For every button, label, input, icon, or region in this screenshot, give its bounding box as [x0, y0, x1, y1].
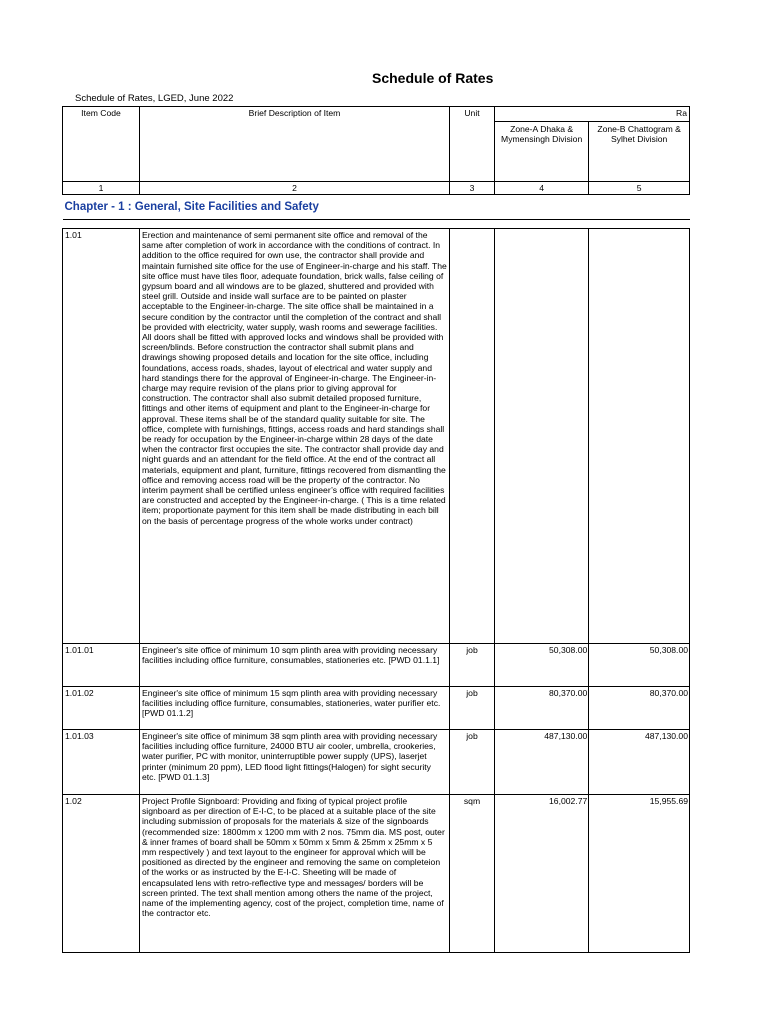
item-unit: sqm [450, 795, 495, 953]
header-item-code: Item Code [63, 107, 140, 182]
item-description: Project Profile Signboard: Providing and fixing of typical project profile signboard as per direction of E-I-C, to be placed at a suitable place of the site including submission of proposals for the materials & size of the signboards (recommended size: 1800mm x 1200 mm with 2 nos. 75mm dia. MS post, outer & inner frames of board shall be 50mm x 50mm x 5mm & 25mm x 25mm x 5 mm respectively ) and text layout to the engineer for approval which will be positioned as directed by the engineer and removing the same on completeion of the works or as instructed by the E-I-C. Sheeting will be made of encapsulated lens with retro-reflective type and messages/ borders will be screen printed. The text shall mention among others the name of the project, name of the implementing agency, cost of the project, completion time, name of the contractor etc. [140, 795, 450, 953]
rate-zone-a: 80,370.00 [495, 687, 589, 730]
column-number: 2 [140, 182, 450, 195]
header-zone-a: Zone-A Dhaka & Mymensingh Division [495, 122, 589, 182]
table-row [63, 687, 690, 730]
chapter-heading: Chapter - 1 : General, Site Facilities and Safety [63, 195, 690, 220]
rate-zone-b: 487,130.00 [589, 730, 690, 795]
item-code: 1.02 [63, 795, 140, 953]
item-code: 1.01.03 [63, 730, 140, 795]
item-unit: job [450, 730, 495, 795]
table-row [63, 730, 690, 795]
item-unit: job [450, 644, 495, 687]
column-number: 1 [63, 182, 140, 195]
rate-zone-a: 16,002.77 [495, 795, 589, 953]
column-number: 5 [589, 182, 690, 195]
column-number: 4 [495, 182, 589, 195]
column-number-row [63, 182, 690, 195]
rate-zone-a [495, 229, 589, 644]
table-row [63, 795, 690, 953]
table-row [63, 229, 690, 644]
rate-zone-b [589, 229, 690, 644]
header-unit: Unit [450, 107, 495, 182]
spacer-row [63, 220, 690, 229]
chapter-heading-row [63, 195, 690, 220]
item-description: Engineer's site office of minimum 38 sqm plinth area with providing necessary facilities including office furniture, 24000 BTU air cooler, umbrella, crookeries, water purifier, PC with monitor, uninterruptible power supply (UPS), laserjet printer (minimum 20 ppm), LED flood light fittings(Halogen) for sight security etc. [PWD 01.1.3] [140, 730, 450, 795]
rate-zone-a: 487,130.00 [495, 730, 589, 795]
document-subtitle: Schedule of Rates, LGED, June 2022 [75, 93, 234, 104]
item-description: Engineer's site office of minimum 10 sqm plinth area with providing necessary facilities including office furniture, consumables, stationeries etc. [PWD 01.1.1] [140, 644, 450, 687]
rate-zone-a: 50,308.00 [495, 644, 589, 687]
item-code: 1.01 [63, 229, 140, 644]
header-rates-group: Ra [495, 107, 690, 122]
document-title: Schedule of Rates [372, 70, 494, 86]
rate-zone-b: 15,955.69 [589, 795, 690, 953]
item-unit: job [450, 687, 495, 730]
header-zone-b: Zone-B Chattogram & Sylhet Division [589, 122, 690, 182]
rates-table [62, 106, 690, 953]
item-description: Engineer's site office of minimum 15 sqm plinth area with providing necessary facilities including office furniture, consumables, stationeries, water purifier etc. [PWD 01.1.2] [140, 687, 450, 730]
table-row [63, 644, 690, 687]
item-code: 1.01.01 [63, 644, 140, 687]
rate-zone-b: 50,308.00 [589, 644, 690, 687]
header-description: Brief Description of Item [140, 107, 450, 182]
item-code: 1.01.02 [63, 687, 140, 730]
item-unit [450, 229, 495, 644]
item-description: Erection and maintenance of semi permanent site office and removal of the same after completion of work in accordance with the conditions of contract. In addition to the office required for own use, the contractor shall provide and maintain furnished site office for the use of Engineer-in-charge and his staff. The site office must have tiles floor, adequate foundation, brick walls, false ceiling of gypsum board and all windows are to be glazed, shuttered and provided with steel grill. Outside and inside wall surface are to be painted on plaster acceptable to the Engineer-in-charge. The site office shall be maintained in a secure condition by the contractor until the completion of the contract and shall be provided with electricity, water supply, wash rooms and sewerage facilities. All doors shall be fitted with approved locks and windows shall be provided with screen/blinds. Before construction the contractor shall submit plans and drawings showing proposed details and location for the site office, including foundations, access roads, shades, layout of electrical and water supply and hard standings there for the approval of Engineer-in-charge. The Engineer-in-charge may require revision of the plans prior to giving approval for construction. The contractor shall also submit detailed proposed furniture, fittings and other items of equipment and plant to the Engineer-in-charge for approval. These items shall be of the standard quality suitable for site. The office, complete with furnishings, fittings, access roads and hard standings shall be ready for occupation by the Engineer-in-charge within 28 days of the date when the contractor first occupies the site. The contractor shall provide day and night guards and an attendant for the field office. At the end of the contract all materials, equipment and plant, furniture, fittings recovered from dismantling the office and removing access road will be the property of the contractor. No interim payment shall be certified unless engineer’s office with required facilities are constructed and accepted by the Engineer-in-charge. ( This is a time related item; proportionate payment for this item shall be made distributing in each bill on the basis of percentage progress of the whole works under contract) [140, 229, 450, 644]
column-number: 3 [450, 182, 495, 195]
header-row-top [63, 107, 690, 122]
rate-zone-b: 80,370.00 [589, 687, 690, 730]
